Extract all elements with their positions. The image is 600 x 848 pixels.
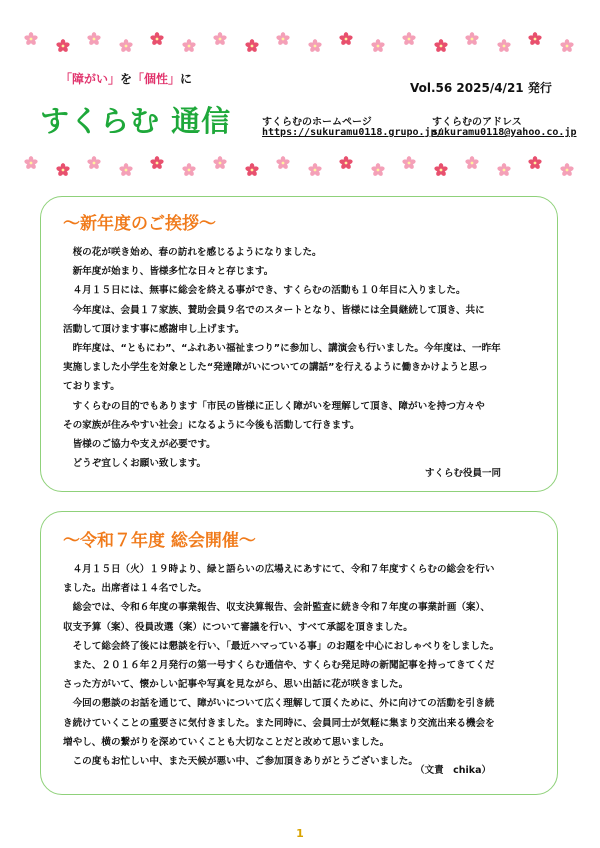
body-line: また、２０１６年２月発行の第一号すくらむ通信や、すくらむ発足時の新聞記事を持ってきてくだ — [63, 660, 495, 672]
sakura-flower-icon — [434, 39, 448, 53]
sakura-flower-icon — [87, 156, 101, 170]
sakura-flower-icon — [528, 32, 542, 46]
newsletter-title: すくらむ 通信 — [40, 104, 232, 138]
body-line: さった方がいて、懐かしい記事や写真を見ながら、思い出話に花が咲きました。 — [63, 679, 409, 691]
body-line: 収支予算（案）、役員改選（案）について審議を行い、すべて承認を頂きました。 — [63, 621, 413, 633]
greeting-section — [40, 196, 558, 492]
sakura-flower-icon — [56, 163, 70, 177]
body-line: 新年度が始まり、皆様多忙な日々と存じます。 — [63, 266, 274, 278]
body-line: 活動して頂けます事に感謝申し上げます。 — [63, 323, 245, 335]
sakura-flower-icon — [182, 163, 196, 177]
body-line: 桜の花が咲き始め、春の訪れを感じるようになりました。 — [63, 247, 322, 258]
sakura-flower-icon — [119, 163, 133, 177]
email-link[interactable]: sukuramu0118@yahoo.co.jp — [432, 127, 577, 138]
body-line: き続けていくことの重要さに気付きました。また同時に、会員同士が気軽に集まり交流出来る機会を — [63, 717, 495, 729]
sakura-flower-icon — [213, 156, 227, 170]
meeting-body — [63, 560, 541, 771]
flower-border-top — [0, 30, 600, 54]
sakura-flower-icon — [497, 39, 511, 53]
body-line: 昨年度は、“ともにわ”、“ふれあい福祉まつり”に参加し、講演会も行いました。今年度は、一昨年 — [63, 343, 501, 355]
sakura-flower-icon — [24, 32, 38, 46]
sakura-flower-icon — [245, 39, 259, 53]
sakura-flower-icon — [56, 39, 70, 53]
body-line: そして総会終了後には懇談を行い、「最近ハマっている事」のお題を中心におしゃべりをしました。 — [63, 640, 500, 652]
address-label: すくらむのアドレス — [432, 117, 522, 128]
body-line: 増やし、横の繋がりを深めていくことも大切なことだと改めて思いました。 — [63, 736, 390, 748]
greeting-signature: すくらむ役員一同 — [424, 468, 501, 479]
body-line: 実施しました小学生を対象とした“発達障がいについての講話”を行えるように働きかけようと思っ — [63, 362, 488, 374]
greeting-body — [63, 243, 541, 473]
tagline-part2: 「個性」 — [132, 72, 181, 86]
sakura-flower-icon — [119, 39, 133, 53]
body-line: 総会では、令和６年度の事業報告、収支決算報告、会計監査に続き令和７年度の事業計画（案）、 — [63, 602, 490, 614]
meeting-section — [40, 511, 558, 795]
sakura-flower-icon — [245, 163, 259, 177]
body-line: この度もお忙しい中、また天候が悪い中、ご参加頂きありがとうございました。 — [63, 756, 418, 768]
sakura-flower-icon — [371, 39, 385, 53]
volume-date: Vol.56 2025/4/21 発行 — [410, 81, 552, 95]
sakura-flower-icon — [371, 163, 385, 177]
sakura-flower-icon — [528, 156, 542, 170]
sakura-flower-icon — [402, 32, 416, 46]
sakura-flower-icon — [213, 32, 227, 46]
homepage-link[interactable]: https://sukuramu0118.grupo.jp/ — [262, 127, 443, 138]
sakura-flower-icon — [560, 163, 574, 177]
body-line: 皆様のご協力や支えが必要です。 — [63, 439, 216, 451]
sakura-flower-icon — [465, 156, 479, 170]
homepage-label: すくらむのホームページ — [262, 117, 372, 128]
body-line: ４月１５日には、無事に総会を終える事ができ、すくらむの活動も１０年目に入りました。 — [63, 285, 466, 297]
sakura-flower-icon — [182, 39, 196, 53]
body-line: 今回の懇談のお話を通じて、障がいについて広く理解して頂くために、外に向けての活動を引き続 — [63, 698, 495, 710]
sakura-flower-icon — [150, 32, 164, 46]
sakura-flower-icon — [87, 32, 101, 46]
sakura-flower-icon — [308, 163, 322, 177]
tagline — [60, 70, 192, 87]
sakura-flower-icon — [339, 156, 353, 170]
sakura-flower-icon — [560, 39, 574, 53]
sakura-flower-icon — [276, 156, 290, 170]
sakura-flower-icon — [465, 32, 479, 46]
sakura-flower-icon — [402, 156, 416, 170]
sakura-flower-icon — [497, 163, 511, 177]
body-line: ております。 — [63, 381, 120, 393]
body-line: 今年度は、会員１７家族、賛助会員９名でのスタートとなり、皆様には全員継続して頂き、共に — [63, 304, 485, 316]
greeting-title: ～新年度のご挨拶～ — [63, 214, 216, 234]
sakura-flower-icon — [24, 156, 38, 170]
meeting-signature: （文責 chika） — [415, 765, 491, 776]
body-line: その家族が住みやすい社会」になるように今後も活動して行きます。 — [63, 419, 360, 431]
sakura-flower-icon — [434, 163, 448, 177]
meeting-title: ～令和７年度 総会開催～ — [63, 531, 256, 551]
tagline-mid: を — [120, 72, 133, 86]
body-line: すくらむの目的でもあります「市民の皆様に正しく障がいを理解して頂き、障がいを持つ方々や — [63, 400, 485, 412]
body-line: ４月１５日（火）１９時より、緑と語らいの広場えにあすにて、令和７年度すくらむの総会を行い — [63, 564, 495, 575]
tagline-part1: 「障がい」 — [60, 72, 121, 86]
sakura-flower-icon — [339, 32, 353, 46]
sakura-flower-icon — [150, 156, 164, 170]
body-line: どうぞ宜しくお願い致します。 — [63, 458, 207, 470]
sakura-flower-icon — [308, 39, 322, 53]
page-number: 1 — [296, 827, 304, 840]
flower-border-middle — [0, 154, 600, 178]
sakura-flower-icon — [276, 32, 290, 46]
body-line: ました。出席者は１４名でした。 — [63, 583, 207, 595]
tagline-end: に — [180, 72, 193, 86]
